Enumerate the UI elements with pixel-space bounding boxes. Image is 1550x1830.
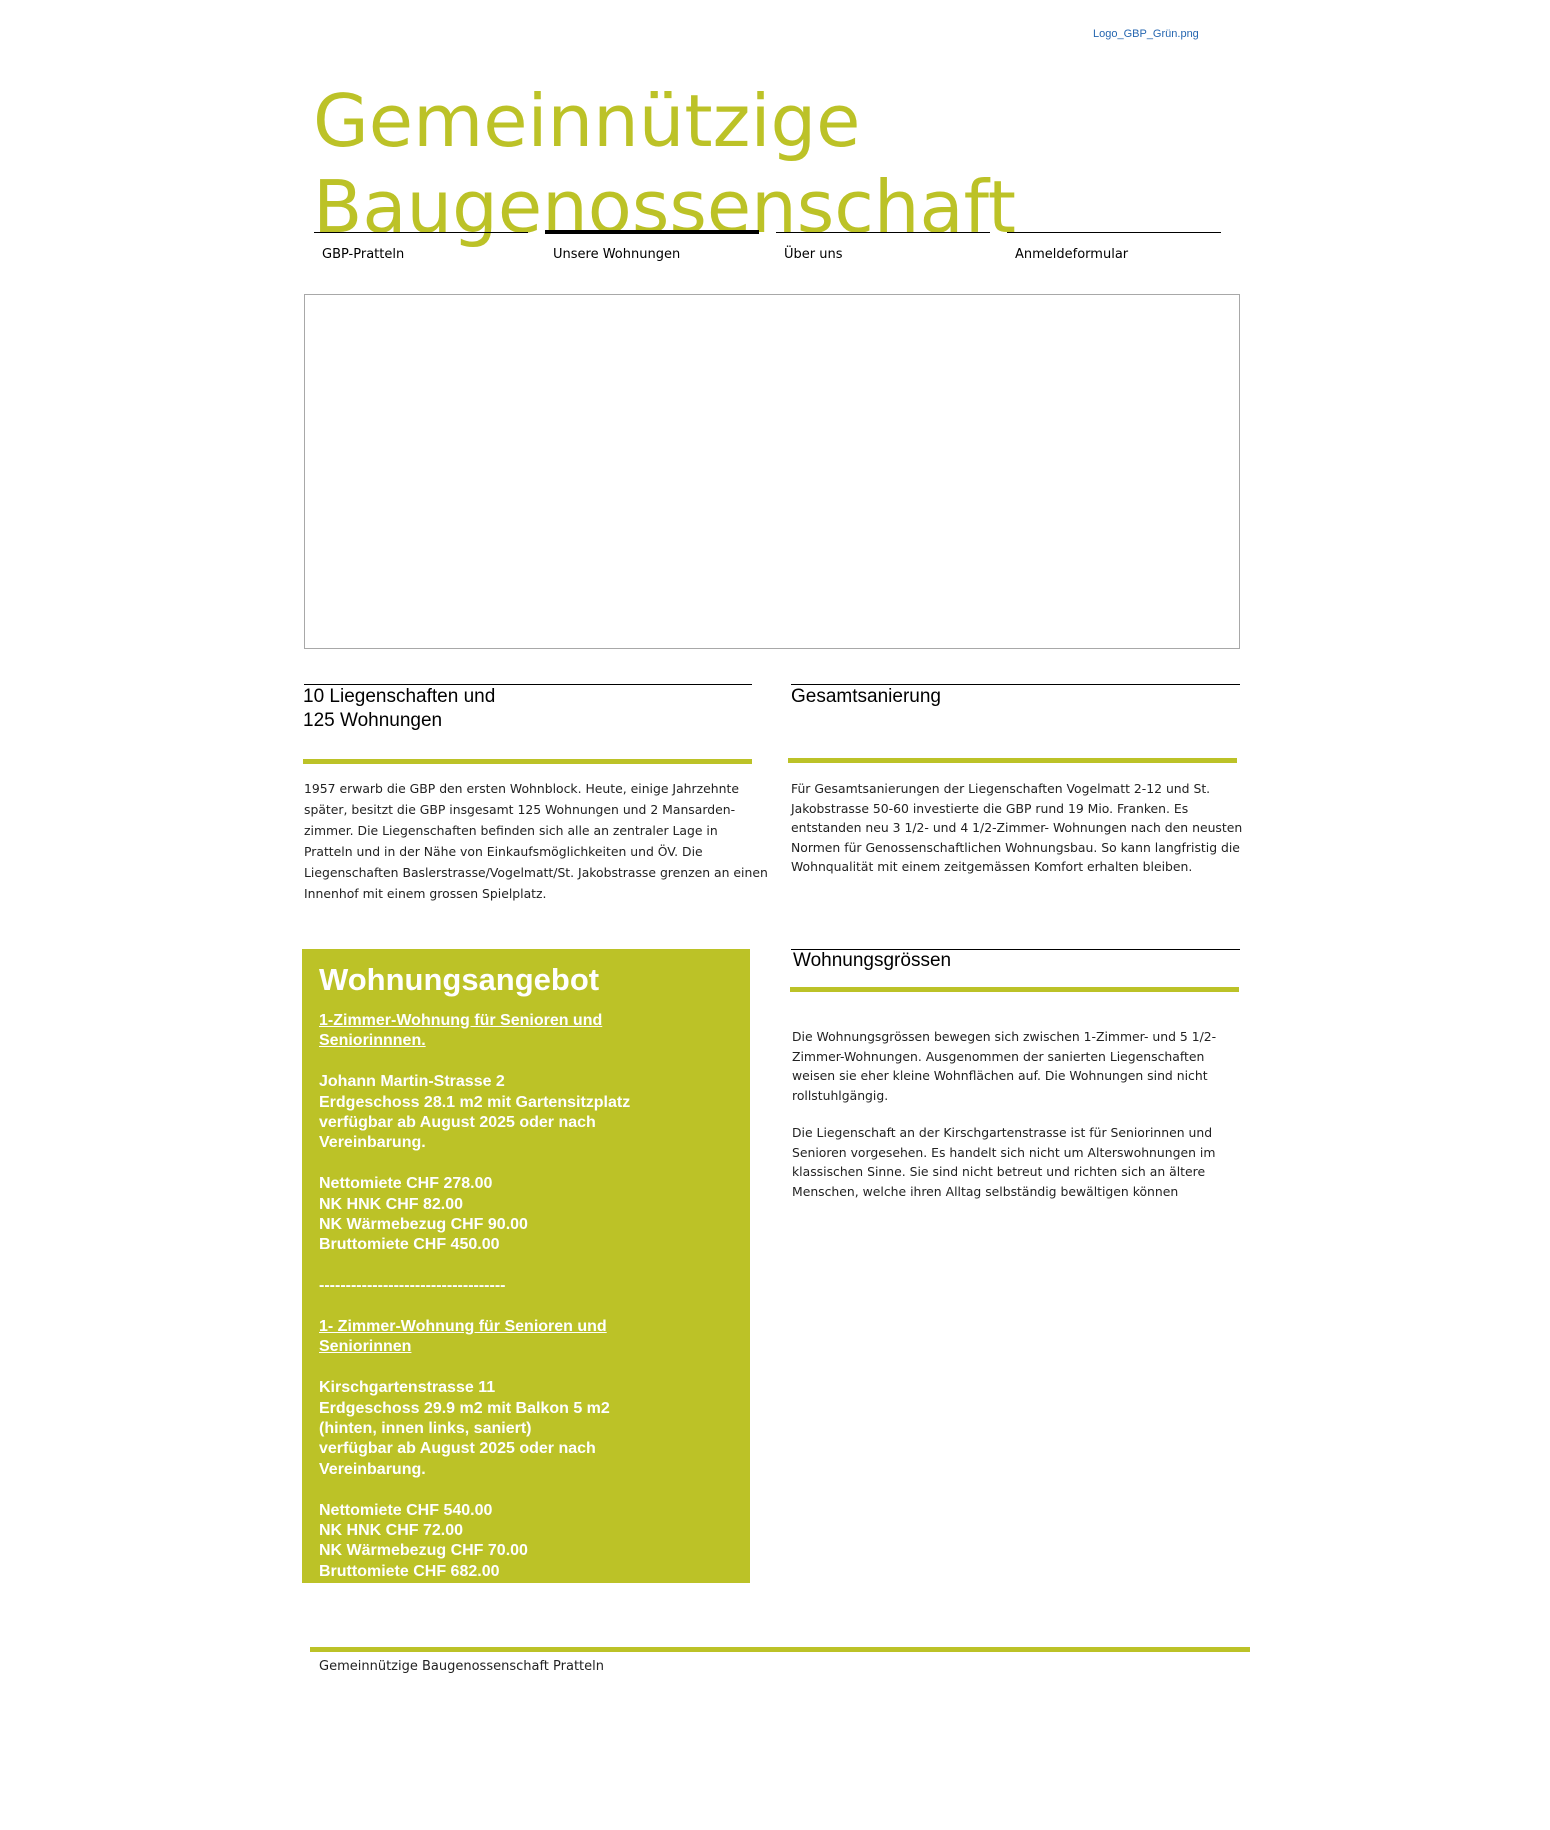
text-line: Für Gesamtsanierungen der Liegenschaften Vogelmatt 2-12 und St.: [791, 781, 1211, 796]
listing-1-link[interactable]: 1-Zimmer-Wohnung für Senioren und: [319, 1012, 603, 1029]
listing-2-detail: (hinten, innen links, saniert): [319, 1420, 532, 1438]
section-rule-accent: [790, 987, 1239, 992]
listing-2-availability: verfügbar ab August 2025 oder nach: [319, 1440, 596, 1458]
nav-item-label: Unsere Wohnungen: [553, 247, 681, 262]
nav-item-gbp-pratteln[interactable]: [314, 232, 528, 273]
listing-2-link[interactable]: 1- Zimmer-Wohnung für Senioren und: [319, 1318, 607, 1336]
offer-title: Wohnungsangebot: [319, 962, 600, 997]
text-line: Pratteln und in der Nähe von Einkaufsmöglichkeiten und ÖV. Die: [304, 844, 703, 859]
listing-2-address: Kirschgartenstrasse 11: [319, 1379, 496, 1397]
text-line: rollstuhlgängig.: [792, 1087, 889, 1103]
text-line: Die Liegenschaft an der Kirschgartenstrasse ist für Seniorinnen und: [792, 1125, 1213, 1140]
nav-item-anmeldeformular[interactable]: [1007, 232, 1221, 273]
heading-wohnungsgroessen: Wohnungsgrössen: [793, 950, 952, 971]
text-line: Menschen, welche ihren Alltag selbständig bewältigen können: [792, 1183, 1179, 1199]
text-line: Jakobstrasse 50-60 investierte die GBP rund 19 Mio. Franken. Es: [791, 800, 1189, 816]
site-title-line-1: Gemeinnützige: [313, 79, 861, 164]
heading-line-2: 125 Wohnungen: [303, 710, 443, 731]
listing-1-link[interactable]: Seniorinnnen.: [319, 1032, 426, 1050]
apartment-offer-panel: [302, 949, 750, 1583]
listing-2-nk-waerme: NK Wärmebezug CHF 70.00: [319, 1542, 528, 1560]
listing-2-brutto: Bruttomiete CHF 682.00: [319, 1562, 500, 1580]
text-line: Zimmer-Wohnungen. Ausgenommen der sanierten Liegenschaften: [792, 1048, 1205, 1064]
text-line: Wohnqualität mit einem zeitgemässen Komfort erhalten bleiben.: [791, 859, 1193, 874]
text-line: zimmer. Die Liegenschaften befinden sich alle an zentraler Lage in: [304, 823, 718, 838]
listing-2-netto: Nettomiete CHF 540.00: [319, 1501, 493, 1519]
text-line: Die Wohnungsgrössen bewegen sich zwischen 1-Zimmer- und 5 1/2-: [792, 1029, 1217, 1044]
text-line: Innenhof mit einem grossen Spielplatz.: [304, 886, 547, 901]
nav-item-label: Anmeldeformular: [1015, 247, 1129, 262]
text-line: Senioren vorgesehen. Es handelt sich nicht um Alterswohnungen im: [792, 1144, 1216, 1160]
logo-image-placeholder[interactable]: Logo_GBP_Grün.png: [1093, 28, 1199, 40]
listing-1-availability: Vereinbarung.: [319, 1134, 426, 1152]
offer-listings: [319, 1011, 739, 1582]
listing-1-netto: Nettomiete CHF 278.00: [319, 1175, 493, 1193]
text-line: Liegenschaften Baslerstrasse/Vogelmatt/St. Jakobstrasse grenzen an einen: [304, 865, 768, 880]
text-line: klassischen Sinne. Sie sind nicht betreut und richten sich an ältere: [792, 1164, 1206, 1179]
section-rule-accent: [303, 759, 752, 764]
text-liegenschaften: [304, 778, 768, 904]
listing-2-availability: Vereinbarung.: [319, 1460, 426, 1478]
nav-item-ueber-uns[interactable]: [776, 232, 990, 273]
text-line: Normen für Genossenschaftlichen Wohnungsbau. So kann langfristig die: [791, 839, 1240, 855]
listing-2-detail: Erdgeschoss 29.9 m2 mit Balkon 5 m2: [319, 1399, 610, 1417]
footer-text: Gemeinnützige Baugenossenschaft Pratteln: [319, 1659, 604, 1674]
text-line: entstanden neu 3 1/2- und 4 1/2-Zimmer- Wohnungen nach den neusten: [791, 820, 1243, 835]
listing-1-availability: verfügbar ab August 2025 oder nach: [319, 1114, 596, 1132]
nav-item-unsere-wohnungen[interactable]: [545, 230, 759, 274]
listing-1-nk-hnk: NK HNK CHF 82.00: [319, 1195, 464, 1213]
section-rule-accent: [788, 758, 1237, 763]
heading-line-1: 10 Liegenschaften und: [303, 686, 496, 707]
text-line: später, besitzt die GBP insgesamt 125 Wohnungen und 2 Mansarden-: [304, 802, 736, 817]
listing-2-link[interactable]: Seniorinnen: [319, 1338, 412, 1356]
site-title-line-2: Baugenossenschaft: [313, 165, 1016, 250]
text-line: 1957 erwarb die GBP den ersten Wohnblock. Heute, einige Jahrzehnte: [304, 781, 739, 796]
site-title: [313, 78, 1073, 250]
heading-liegenschaften: [303, 685, 495, 733]
text-gesamtsanierung: [791, 779, 1242, 877]
listing-1-detail: Erdgeschoss 28.1 m2 mit Gartensitzplatz: [319, 1093, 631, 1111]
heading-gesamtsanierung: Gesamtsanierung: [791, 686, 941, 707]
media-embed-frame[interactable]: [304, 294, 1240, 649]
text-wohnungsgroessen: [792, 1027, 1216, 1201]
listing-1-nk-waerme: NK Wärmebezug CHF 90.00: [319, 1216, 528, 1234]
listing-1-brutto: Bruttomiete CHF 450.00: [319, 1236, 500, 1254]
listing-1-address: Johann Martin-Strasse 2: [319, 1073, 505, 1091]
footer-rule: [310, 1647, 1250, 1652]
nav-item-label: GBP-Pratteln: [322, 247, 405, 262]
nav-item-label: Über uns: [784, 247, 843, 262]
text-line: weisen sie eher kleine Wohnflächen auf. Die Wohnungen sind nicht: [792, 1068, 1208, 1083]
listing-2-nk-hnk: NK HNK CHF 72.00: [319, 1522, 464, 1540]
listing-separator: -----------------------------------: [319, 1277, 506, 1295]
